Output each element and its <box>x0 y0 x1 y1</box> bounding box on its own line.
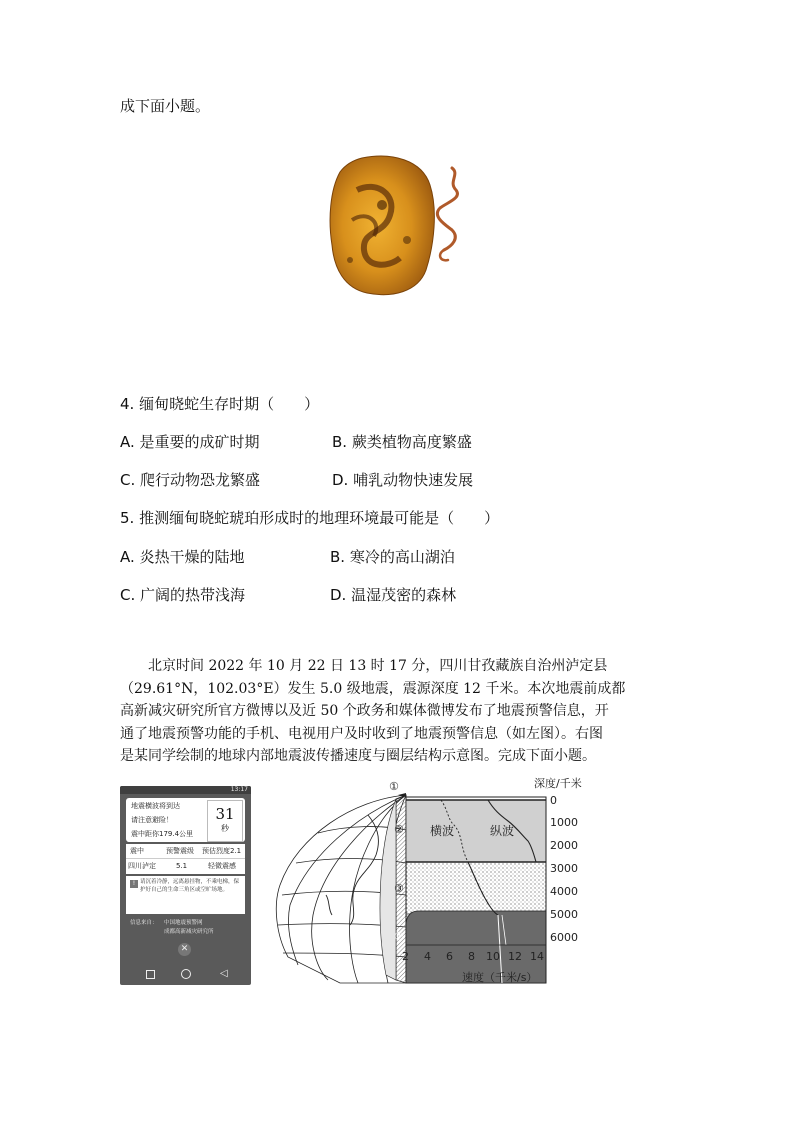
source-name: 中国地震预警网 <box>164 920 203 926</box>
layer-marker-3: ③ <box>394 882 404 895</box>
depth-tick: 6000 <box>550 931 578 944</box>
amber-snake-photo <box>322 150 472 300</box>
depth-tick: 2000 <box>550 839 578 852</box>
passage <box>120 655 680 768</box>
q4-option-a: A. 是重要的成矿时期 <box>120 433 260 451</box>
passage-line: 高新减灾研究所官方微博以及近 50 个政务和媒体微博发布了地震预警信息，开 <box>120 703 609 719</box>
source-label: 信息来自： <box>130 920 158 926</box>
header-epicenter: 震中 <box>130 847 144 855</box>
layer-marker-4: ④ <box>394 930 404 943</box>
depth-tick: 3000 <box>550 862 578 875</box>
intensity-value: 轻微震感 <box>208 862 236 870</box>
q5-option-a: A. 炎热干燥的陆地 <box>120 548 245 566</box>
depth-axis-label: 深度/千米 <box>534 777 582 790</box>
velocity-tick: 8 <box>468 950 475 963</box>
depth-tick: 5000 <box>550 908 578 921</box>
q4-option-b: B. 蕨类植物高度繁盛 <box>332 433 472 451</box>
outer-core-layer <box>406 862 546 914</box>
p-wave-label: 纵波 <box>490 824 515 838</box>
layer-marker-1: ① <box>389 780 399 793</box>
warning-icon: ! <box>130 880 138 888</box>
velocity-tick: 10 <box>486 950 500 963</box>
passage-line: 通了地震预警功能的手机、电视用户及时收到了地震预警信息（如左图）。右图 <box>120 725 603 742</box>
warning-line: 请注意避险！ <box>131 816 173 824</box>
source-name: 成都高新减灾研究所 <box>164 929 214 935</box>
depth-tick: 0 <box>550 794 557 807</box>
warning-card <box>126 798 245 842</box>
android-nav-bar <box>120 964 251 985</box>
q5-option-b: B. 寒冷的高山湖泊 <box>330 548 455 566</box>
phone-status-bar: 13:17 <box>120 786 251 794</box>
velocity-tick: 4 <box>424 950 431 963</box>
countdown-seconds: 31 <box>215 805 235 823</box>
header-magnitude: 预警震级 <box>166 847 194 855</box>
earth-interior-diagram <box>258 775 598 990</box>
velocity-tick: 2 <box>402 950 409 963</box>
q5-stem: 5. 推测缅甸晓蛇琥珀形成时的地理环境最可能是（ ） <box>120 509 500 527</box>
magnitude-value: 5.1 <box>176 862 188 870</box>
warning-distance: 震中距你179.4公里 <box>131 830 194 838</box>
safety-advice: 请沉着冷静，远离悬挂物，不乘电梯，保护好自己的生命三角区或空旷场地。 <box>140 879 240 893</box>
header-intensity: 预估烈度2.1 <box>202 847 242 855</box>
intro-tail: 成下面小题。 <box>120 97 211 115</box>
passage-line: （29.61°N，102.03°E）发生 5.0 级地震，震源深度 12 千米。本次地震前成都 <box>120 680 626 697</box>
velocity-tick: 12 <box>508 950 522 963</box>
velocity-tick: 14 <box>530 950 544 963</box>
q5-option-d: D. 温湿茂密的森林 <box>330 586 457 604</box>
layer-marker-2: ② <box>394 823 404 836</box>
passage-line: 是某同学绘制的地球内部地震波传播速度与圈层结构示意图。完成下面小题。 <box>120 748 596 764</box>
epicenter-value: 四川泸定 <box>128 862 156 870</box>
back-icon[interactable]: ◁ <box>220 968 228 979</box>
q5-option-c: C. 广阔的热带浅海 <box>120 586 246 604</box>
recents-icon[interactable] <box>146 970 155 979</box>
q4-option-c: C. 爬行动物恐龙繁盛 <box>120 471 261 489</box>
mantle-layer <box>406 800 546 862</box>
home-icon[interactable] <box>181 969 191 979</box>
phone-warning-screenshot <box>120 786 251 985</box>
q4-stem: 4. 缅甸晓蛇生存时期（ ） <box>120 395 320 413</box>
passage-line: 北京时间 2022 年 10 月 22 日 13 时 17 分，四川甘孜藏族自治州泸定县 <box>148 658 608 674</box>
q4-option-d: D. 哺乳动物快速发展 <box>332 471 474 489</box>
s-wave-label: 横波 <box>430 824 455 838</box>
depth-tick: 4000 <box>550 885 578 898</box>
close-icon[interactable]: ✕ <box>178 943 191 956</box>
advice-card <box>126 876 245 914</box>
velocity-tick: 6 <box>446 950 453 963</box>
countdown-unit: 秒 <box>221 824 229 833</box>
quake-info-table <box>126 844 245 874</box>
table-divider <box>126 858 245 859</box>
warning-line: 地震横波将到达 <box>131 802 180 810</box>
depth-ticks <box>550 794 578 944</box>
countdown-box <box>207 800 243 842</box>
velocity-axis-label: 速度（千米/s） <box>462 971 538 984</box>
depth-tick: 1000 <box>550 816 578 829</box>
